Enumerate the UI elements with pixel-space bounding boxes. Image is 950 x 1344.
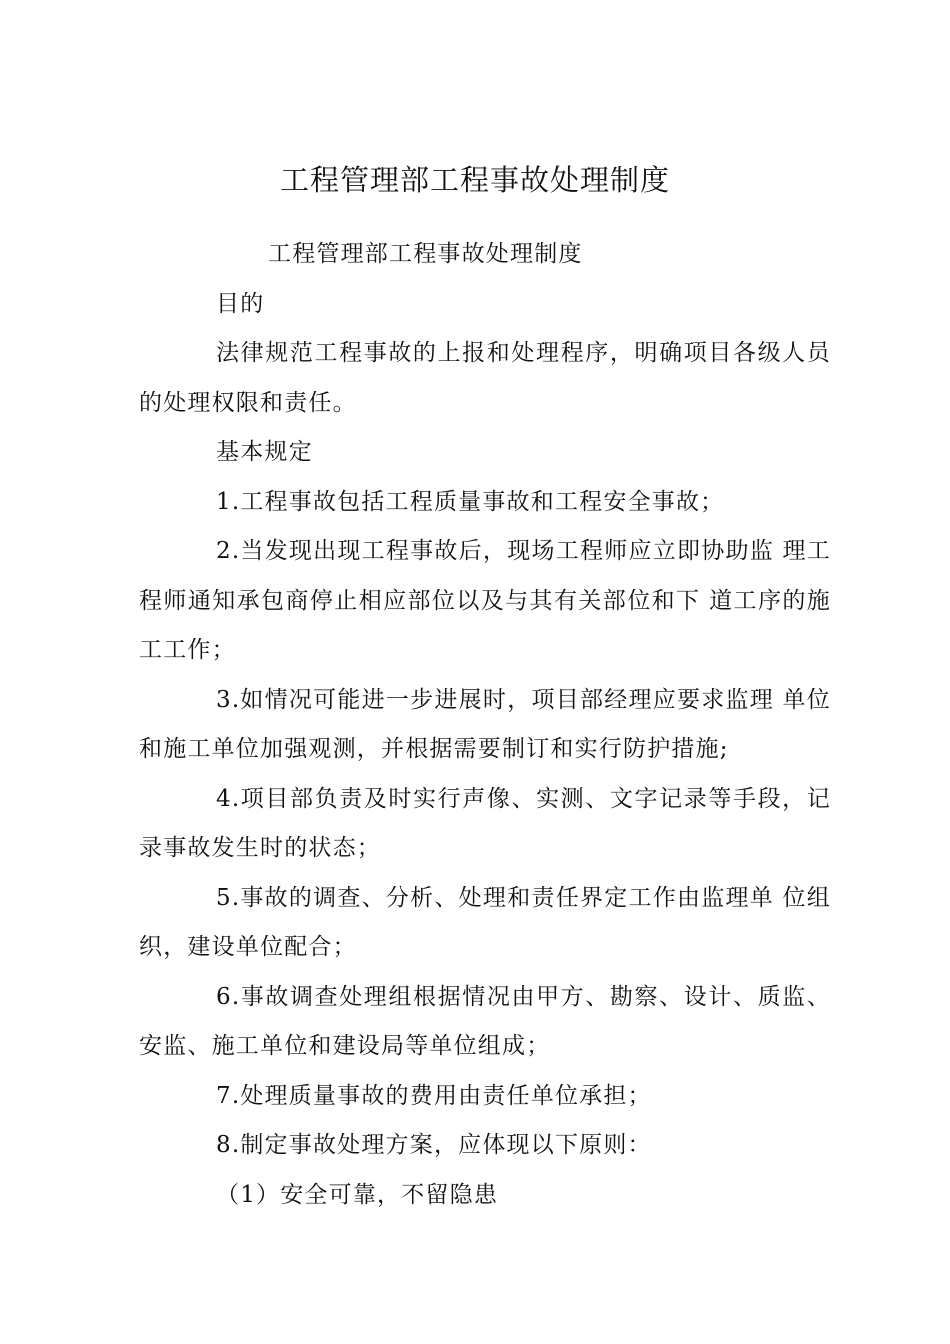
rule-item-2: 2.当发现出现工程事故后，现场工程师应立即协助监 理工程师通知承包商停止相应部位以及与其有关部位和下 道工序的施工工作； <box>139 538 831 663</box>
rule-item-6: 6.事故调查处理组根据情况由甲方、勘察、设计、质监、安监、施工单位和建设局等单位组成； <box>139 983 831 1059</box>
principle-item-1: （1）安全可靠，不留隐患 <box>216 1181 499 1208</box>
rule-item-3: 3.如情况可能进一步进展时，项目部经理应要求监理 单位和施工单位加强观测，并根据需要制订和实行防护措施; <box>139 686 831 762</box>
purpose-heading: 目的 <box>216 290 265 317</box>
document-body <box>139 230 831 1220</box>
rule-item-5: 5.事故的调查、分析、处理和责任界定工作由监理单 位组织，建设单位配合； <box>139 884 831 960</box>
rule-item-7: 7.处理质量事故的费用由责任单位承担； <box>216 1082 652 1109</box>
document-title: 工程管理部工程事故处理制度 <box>279 163 670 197</box>
rule-item-8: 8.制定事故处理方案，应体现以下原则： <box>216 1132 652 1158</box>
rule-item-1: 1.工程事故包括工程质量事故和工程安全事故； <box>216 488 725 515</box>
rule-item-4: 4.项目部负责及时实行声像、实测、文字记录等手段，记录事故发生时的状态； <box>139 785 831 861</box>
document-subtitle: 工程管理部工程事故处理制度 <box>268 241 583 267</box>
rules-heading: 基本规定 <box>216 439 313 465</box>
purpose-text: 法律规范工程事故的上报和处理程序，明确项目各级人员的处理权限和责任。 <box>139 340 831 416</box>
